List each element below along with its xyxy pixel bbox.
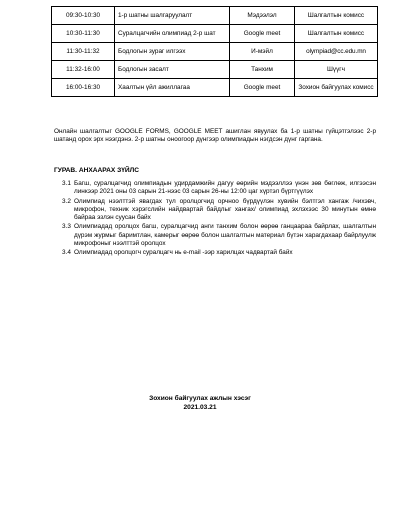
table-row	[52, 25, 378, 43]
rule-number: 3.2	[62, 197, 71, 205]
schedule-platform: Мэдээлэл	[230, 7, 295, 25]
schedule-time: 09:30-10:30	[52, 7, 115, 25]
list-item	[62, 223, 376, 247]
schedule-responsible: Шүүгч	[295, 61, 378, 79]
list-item	[62, 198, 376, 222]
rule-text: Багш, суралцагчид олимпиадын удирдамжийн дагуу өөрийн мэдээллээ үнэн зөв бөглөж, илгээсэн линкээр 2021 оны 03 сарын 21-нээс 03 сарын 26-ны 12:00 цаг хүртэл бүртгүүлэх	[74, 180, 376, 196]
schedule-time: 10:30-11:30	[52, 25, 115, 43]
section-heading: ГУРАВ. АНХААРАХ ЗҮЙЛС	[54, 167, 140, 174]
schedule-table-body	[52, 7, 378, 97]
schedule-responsible: Шалгалтын комисс	[295, 25, 378, 43]
schedule-platform: Google meet	[230, 25, 295, 43]
schedule-platform: Google meet	[230, 79, 295, 97]
schedule-responsible: Зохион байгуулах комисс	[295, 79, 378, 97]
rule-number: 3.4	[62, 249, 71, 257]
schedule-responsible: Шалгалтын комисс	[295, 7, 378, 25]
rule-text: Олимпиадад оролцох багш, суралцагчид анги танхим болон өөрөө ганцаараа байрлах, шалгалтын дүрэм журмыг баримтлан, камерыг өөрөө болон шалгалтын материал бүтэн харагдахаар байрлуулж микрофоныг нээлттэй оролцох	[74, 223, 376, 247]
table-row	[52, 61, 378, 79]
rule-number: 3.3	[62, 223, 71, 231]
rules-list	[62, 180, 376, 259]
schedule-activity: 1-р шатны шалгаруулалт	[115, 7, 230, 25]
rule-text: Олимпиадад оролцогч суралцагч нь e-mail -ээр харилцах чадвартай байх	[74, 249, 293, 257]
schedule-platform: Танхим	[230, 61, 295, 79]
schedule-responsible: olympiad@cc.edu.mn	[295, 43, 378, 61]
list-item	[62, 249, 376, 257]
schedule-activity: Хаалтын үйл ажиллагаа	[115, 79, 230, 97]
signature-date: 2021.03.21	[183, 404, 217, 411]
table-row	[52, 43, 378, 61]
table-row	[52, 7, 378, 25]
intro-paragraph: Онлайн шалгалтыг GOOGLE FORMS, GOOGLE MEET ашиглан явуулах ба 1-р шатны гүйцэтгэлээс 2-р шатанд орох эрх нээгдэнэ. 2-р шатны оноогоор дүнгээр олимпиадын нэгдсэн дүнг гаргана.	[54, 128, 376, 144]
signature-committee: Зохион байгуулах ажлын хэсэг	[149, 395, 251, 402]
schedule-platform: И-мэйл	[230, 43, 295, 61]
rule-text: Олимпиад нээлттэй явагдах тул оролцогчид орчноо бүрдүүлэн хувийн бэлтгэл хангаж /чихэвч, микрофон, техник хэрэгслийн найдвартай байдлыг хангах/ олимпиад эхлэхээс 30 минутын өмнө байраа эзлэн суусан байх	[74, 197, 376, 221]
schedule-activity: Бодлогын засалт	[115, 61, 230, 79]
schedule-activity: Бодлогын зураг илгээх	[115, 43, 230, 61]
schedule-time: 16:00-16:30	[52, 79, 115, 97]
schedule-table	[51, 6, 378, 97]
schedule-time: 11:32-16:00	[52, 61, 115, 79]
list-item	[62, 180, 376, 196]
table-row	[52, 79, 378, 97]
schedule-activity: Суралцагчийн олимпиад 2-р шат	[115, 25, 230, 43]
rule-number: 3.1	[62, 180, 71, 187]
schedule-time: 11:30-11:32	[52, 43, 115, 61]
